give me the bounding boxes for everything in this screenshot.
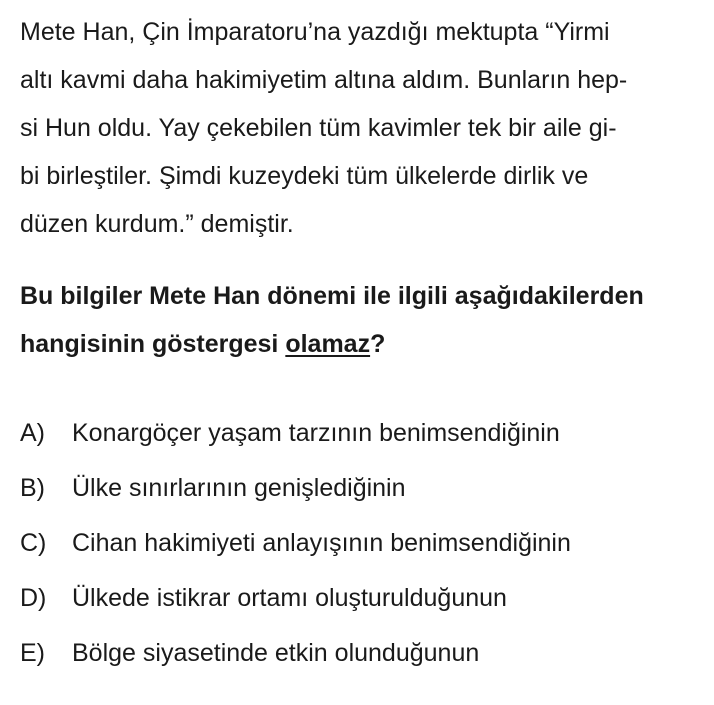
option-letter: A)	[20, 419, 45, 447]
option-text: Bölge siyasetinde etkin olunduğunun	[72, 639, 480, 667]
question-suffix: ?	[370, 330, 386, 358]
option-text: Konargöçer yaşam tarzının benimsendiğinin	[72, 419, 560, 447]
option-text: Cihan hakimiyeti anlayışının benimsendiğinin	[72, 529, 571, 557]
option-letter: B)	[20, 474, 45, 502]
passage-line: si Hun oldu. Yay çekebilen tüm kavimler tek bir aile gi-	[20, 114, 617, 142]
question-passage	[20, 8, 700, 248]
option-text: Ülke sınırlarının genişlediğinin	[72, 474, 406, 502]
answer-option-c[interactable]	[20, 516, 700, 571]
answer-option-a[interactable]	[20, 406, 700, 461]
passage-line: altı kavmi daha hakimiyetim altına aldım. Bunların hep-	[20, 66, 628, 94]
question-emphasis: olamaz	[285, 330, 371, 358]
option-text: Ülkede istikrar ortamı oluşturulduğunun	[72, 584, 507, 612]
question-line	[20, 320, 700, 368]
answer-option-e[interactable]	[20, 626, 700, 681]
passage-line: düzen kurdum.” demiştir.	[20, 210, 294, 238]
question-line: Bu bilgiler Mete Han dönemi ile ilgili aşağıdakilerden	[20, 282, 644, 310]
option-letter: E)	[20, 639, 45, 667]
question-prefix: hangisinin göstergesi	[20, 330, 286, 358]
option-letter: D)	[20, 584, 47, 612]
passage-line: Mete Han, Çin İmparatoru’na yazdığı mektupta “Yirmi	[20, 18, 610, 46]
question-stem	[20, 272, 700, 368]
answer-option-d[interactable]	[20, 571, 700, 626]
answer-option-b[interactable]	[20, 461, 700, 516]
passage-line: bi birleştiler. Şimdi kuzeydeki tüm ülkelerde dirlik ve	[20, 162, 589, 190]
option-letter: C)	[20, 529, 47, 557]
answer-options	[20, 406, 700, 681]
